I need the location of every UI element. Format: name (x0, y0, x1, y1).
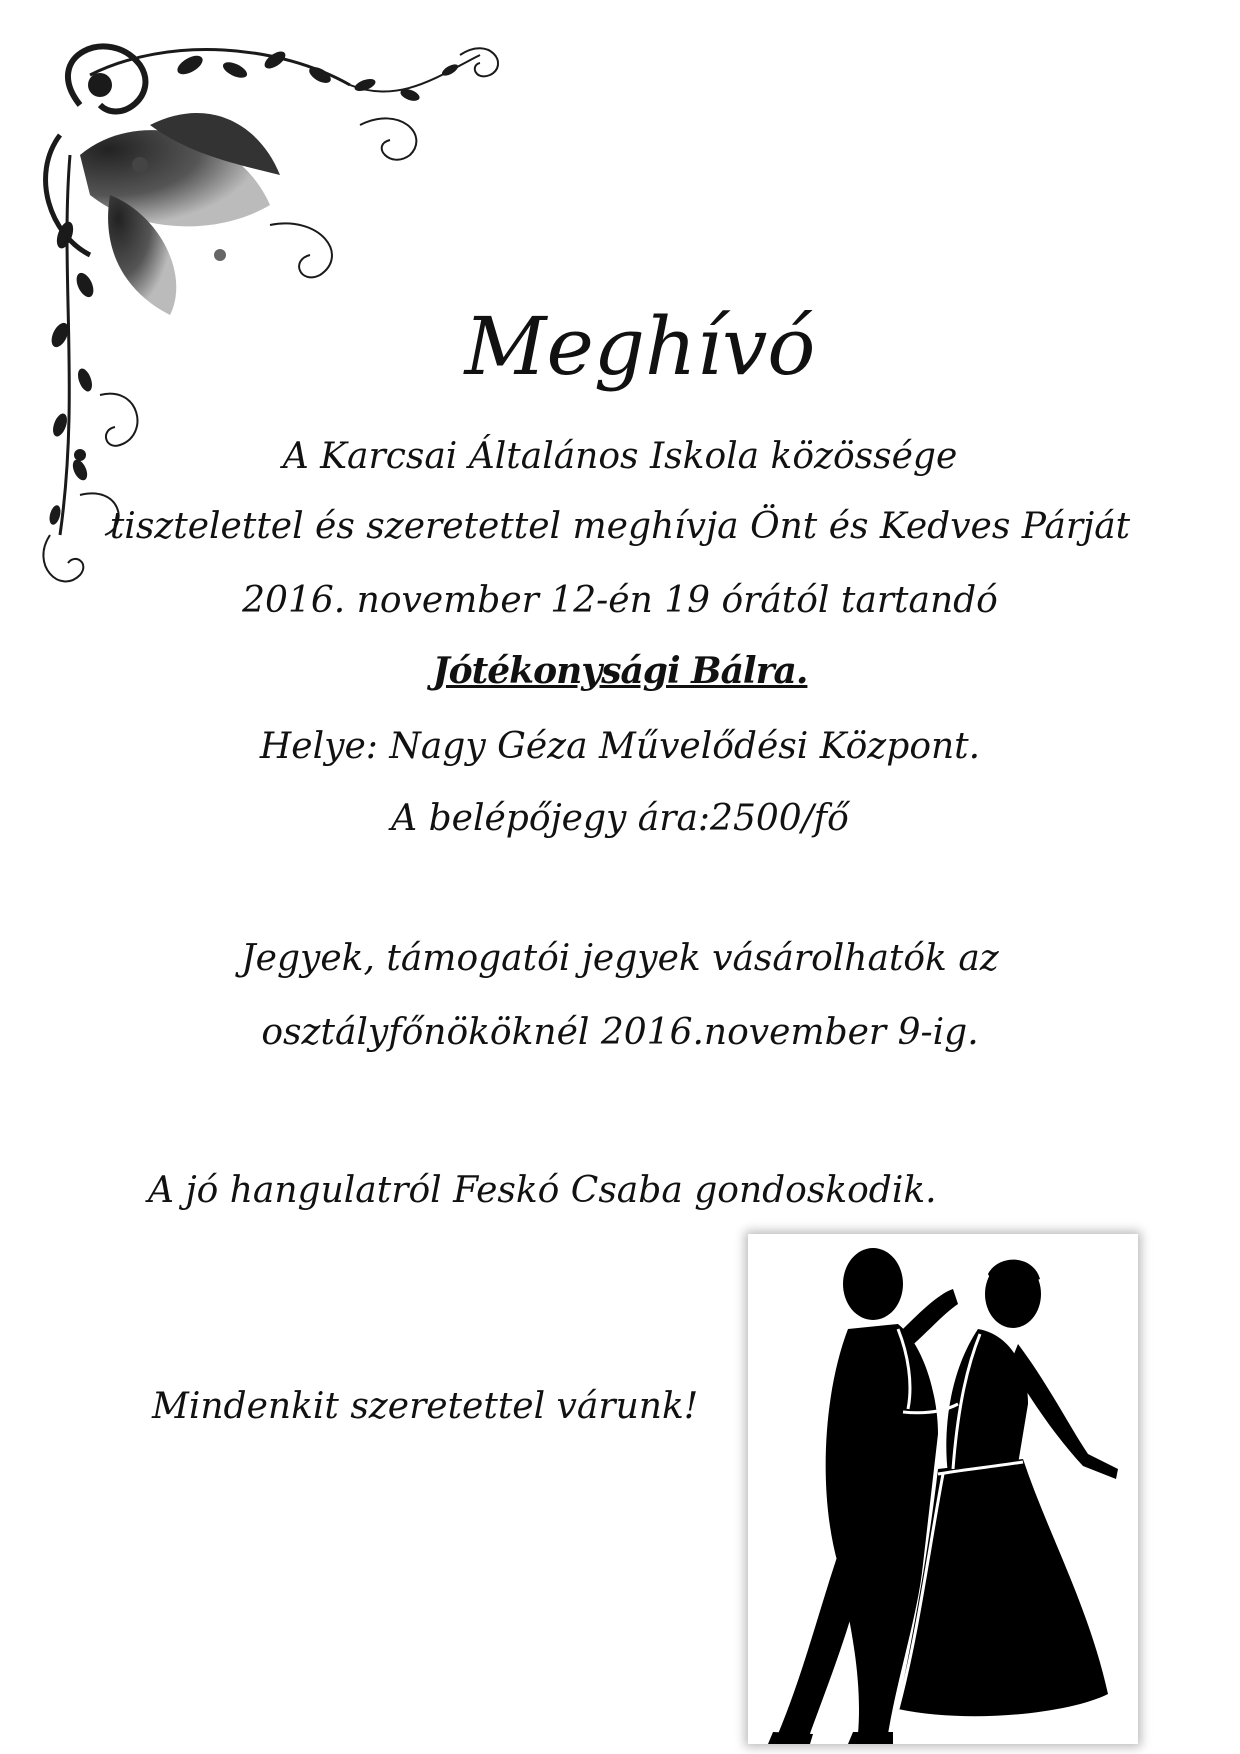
event-name: Jótékonysági Bálra. (432, 650, 808, 692)
tickets-line-2: osztályfőnököknél 2016.november 9-ig. (261, 1012, 979, 1053)
invitation-title: Meghívó (464, 300, 816, 393)
tickets-line-1: Jegyek, támogatói jegyek vásárolhatók az (241, 938, 999, 979)
venue-line: Helye: Nagy Géza Művelődési Központ. (259, 726, 981, 767)
dancers-image (748, 1234, 1138, 1744)
date-line: 2016. november 12-én 19 órától tartandó (242, 580, 998, 621)
dancing-couple-icon (748, 1234, 1138, 1744)
music-line: A jó hangulatról Feskó Csaba gondoskodik. (148, 1170, 937, 1211)
price-line: A belépőjegy ára:2500/fő (391, 798, 849, 839)
host-line: A Karcsai Általános Iskola közössége (282, 436, 958, 477)
invite-line: tisztelettel és szeretettel meghívja Önt és Kedves Párját (109, 506, 1131, 547)
closing-line: Mindenkit szeretettel várunk! (152, 1386, 699, 1427)
